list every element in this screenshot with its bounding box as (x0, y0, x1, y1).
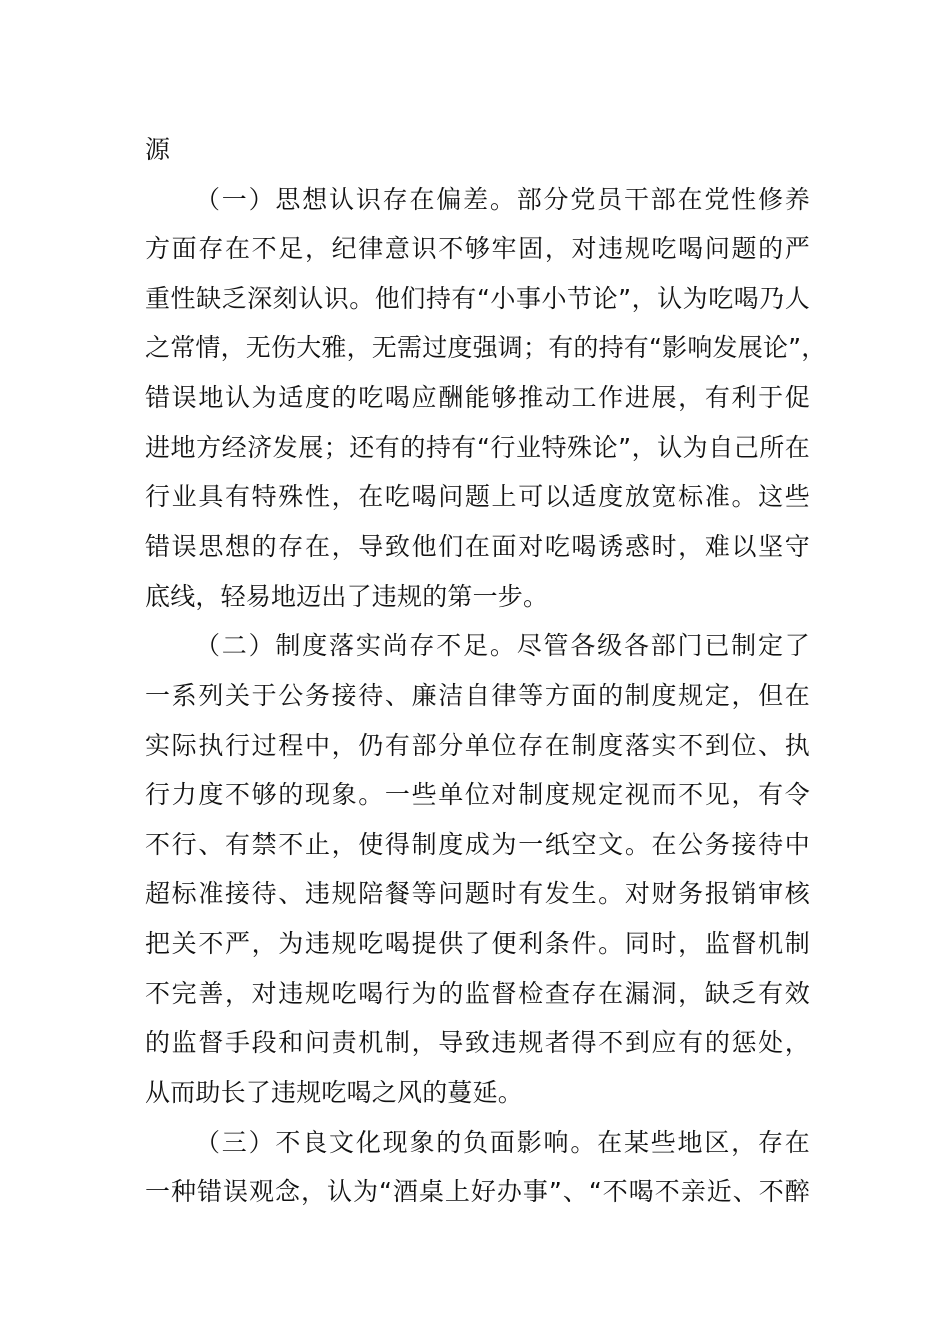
text-line: 源 (145, 135, 171, 164)
section-heading-line: （二）制度落实尚存不足。尽管各级各部门已制定了 (195, 631, 810, 660)
text-line: 行力度不够的现象。一些单位对制度规定视而不见，有令 (145, 780, 810, 809)
text-line: 从而助长了违规吃喝之风的蔓延。 (145, 1078, 524, 1107)
text-line: 不完善，对违规吃喝行为的监督检查存在漏洞，缺乏有效 (145, 979, 810, 1008)
text-line: 不行、有禁不止，使得制度成为一纸空文。在公务接待中 (145, 830, 810, 859)
text-line: 超标准接待、违规陪餐等问题时有发生。对财务报销审核 (145, 879, 810, 908)
text-line: 的监督手段和问责机制，导致违规者得不到应有的惩处， (145, 1028, 810, 1057)
text-line: 行业具有特殊性，在吃喝问题上可以适度放宽标准。这些 (145, 482, 810, 511)
section-heading-line: （三）不良文化现象的负面影响。在某些地区，存在 (195, 1128, 810, 1157)
text-line: 错误思想的存在，导致他们在面对吃喝诱惑时，难以坚守 (145, 532, 810, 561)
text-line: 方面存在不足，纪律意识不够牢固，对违规吃喝问题的严 (145, 234, 810, 263)
text-line: 把关不严，为违规吃喝提供了便利条件。同时，监督机制 (145, 929, 810, 958)
text-line: 重性缺乏深刻认识。他们持有“小事小节论”，认为吃喝乃人 (145, 284, 810, 313)
text-line: 一系列关于公务接待、廉洁自律等方面的制度规定，但在 (145, 681, 810, 710)
text-line: 之常情，无伤大雅，无需过度强调；有的持有“影响发展论”， (145, 333, 827, 362)
section-heading-line: （一）思想认识存在偏差。部分党员干部在党性修养 (195, 185, 810, 214)
text-line: 错误地认为适度的吃喝应酬能够推动工作进展，有利于促 (145, 383, 810, 412)
text-line: 一种错误观念，认为“酒桌上好办事”、“不喝不亲近、不醉 (145, 1177, 810, 1206)
text-line: 进地方经济发展；还有的持有“行业特殊论”，认为自己所在 (145, 433, 810, 462)
text-line: 底线，轻易地迈出了违规的第一步。 (145, 582, 549, 611)
text-line: 实际执行过程中，仍有部分单位存在制度落实不到位、执 (145, 731, 810, 760)
